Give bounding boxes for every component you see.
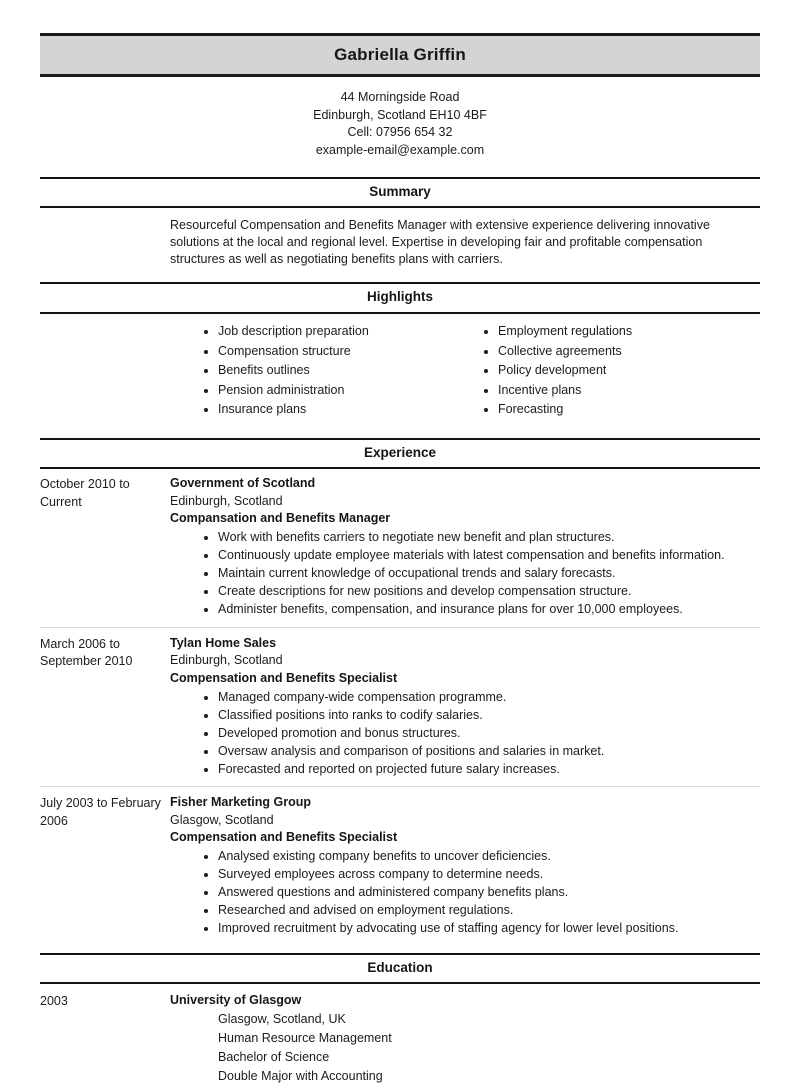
highlight-item: • Compensation structure (218, 343, 480, 360)
name-banner (40, 33, 760, 77)
entry-date-range: October 2010 to Current (40, 477, 130, 509)
entry-bullet: • Researched and advised on employment regulations. (218, 902, 760, 919)
entry-role: Compensation and Benefits Specialist (170, 670, 398, 685)
entry-location: Edinburgh, Scotland (170, 493, 283, 508)
entry-bullet-list (170, 848, 760, 937)
contact-line: Edinburgh, Scotland EH10 4BF (313, 107, 487, 122)
contact-line: example-email@example.com (315, 142, 485, 157)
entry-bullet: • Classified positions into ranks to codify salaries. (218, 707, 760, 724)
entry-bullet: • Maintain current knowledge of occupational trends and salary forecasts. (218, 565, 760, 582)
highlight-item: • Pension administration (218, 382, 480, 399)
experience-entry (40, 786, 760, 939)
entry-bullet: • Continuously update employee materials with latest compensation and benefits information. (218, 547, 760, 564)
education-detail-line: Glasgow, Scotland, UK (218, 1012, 346, 1027)
entry-bullet: • Administer benefits, compensation, and insurance plans for over 10,000 employees. (218, 601, 760, 618)
contact-line: Cell: 07956 654 32 (347, 125, 453, 140)
experience-title: Experience (363, 444, 437, 460)
education-detail-line: Double Major with Accounting (218, 1069, 383, 1084)
entry-bullet-list (170, 689, 760, 778)
highlight-item: • Collective agreements (498, 343, 760, 360)
entry-bullet: • Work with benefits carriers to negotiate new benefit and plan structures. (218, 529, 760, 546)
highlight-item: • Policy development (498, 362, 760, 379)
entry-bullet: • Developed promotion and bonus structures. (218, 725, 760, 742)
contact-line: 44 Morningside Road (340, 90, 460, 105)
entry-date-range: July 2003 to February 2006 (40, 796, 161, 828)
entry-body (170, 635, 760, 780)
highlight-item: • Job description preparation (218, 323, 480, 340)
entry-bullet: • Forecasted and reported on projected future salary increases. (218, 761, 760, 778)
highlights-column-right (480, 321, 760, 421)
entry-date-range: March 2006 to September 2010 (40, 636, 133, 669)
summary-title: Summary (369, 184, 431, 200)
entry-bullet: • Answered questions and administered company benefits plans. (218, 884, 760, 901)
experience-entry (40, 627, 760, 780)
experience-header (40, 438, 760, 469)
highlights-list-right (480, 323, 760, 418)
contact-lines (0, 89, 800, 159)
education-entry (40, 992, 760, 1088)
section-highlights (0, 282, 800, 420)
entry-bullet: • Managed company-wide compensation programme. (218, 689, 760, 706)
contact-block (0, 89, 800, 159)
entry-bullet: • Improved recruitment by advocating use of staffing agency for lower level positions. (218, 920, 760, 937)
education-detail-line: Bachelor of Science (218, 1050, 330, 1065)
highlights-list-left (200, 323, 480, 418)
education-date: 2003 (40, 994, 68, 1009)
entry-location: Glasgow, Scotland (170, 812, 274, 827)
entry-role: Compensation and Benefits Specialist (170, 830, 398, 845)
entry-bullet: • Oversaw analysis and comparison of positions and salaries in market. (218, 743, 760, 760)
page-title: Gabriella Griffin (334, 45, 466, 64)
highlight-item: • Benefits outlines (218, 362, 480, 379)
education-title: Education (367, 959, 433, 975)
entry-bullet-list (170, 529, 760, 618)
highlight-item: • Forecasting (498, 401, 760, 418)
entry-company: Government of Scotland (170, 476, 316, 491)
entry-role: Compansation and Benefits Manager (170, 511, 391, 526)
highlight-item: • Insurance plans (218, 401, 480, 418)
highlight-item: • Employment regulations (498, 323, 760, 340)
entry-company: Fisher Marketing Group (170, 795, 311, 810)
education-body (170, 992, 760, 1088)
summary-header (40, 177, 760, 208)
resume-document (0, 33, 800, 1084)
experience-entry (40, 475, 760, 620)
highlight-item: • Incentive plans (498, 382, 760, 399)
highlights-title: Highlights (367, 289, 433, 305)
education-header (40, 953, 760, 984)
entry-bullet: • Analysed existing company benefits to uncover deficiencies. (218, 848, 760, 865)
education-school: University of Glasgow (170, 993, 302, 1008)
education-entries (40, 992, 760, 1088)
experience-entries (40, 475, 760, 939)
section-summary (0, 177, 800, 268)
entry-body (170, 475, 760, 620)
highlights-column-left (200, 321, 480, 421)
entry-location: Edinburgh, Scotland (170, 653, 283, 668)
education-detail-lines (170, 1011, 760, 1086)
entry-company: Tylan Home Sales (170, 635, 277, 650)
highlights-columns (200, 321, 760, 421)
entry-bullet: • Surveyed employees across company to determine needs. (218, 866, 760, 883)
summary-paragraph: Resourceful Compensation and Benefits Manager with extensive experience delivering innovative solutions at the local and regional level. Expertise in developing fair and profitable compensation structures as well as negotiating benefits plans with carriers. (170, 218, 710, 267)
entry-body (170, 794, 760, 939)
section-education (0, 953, 800, 1088)
highlights-header (40, 282, 760, 313)
section-experience (0, 438, 800, 939)
education-detail-line: Human Resource Management (218, 1031, 392, 1046)
entry-bullet: • Create descriptions for new positions and develop compensation structure. (218, 583, 760, 600)
